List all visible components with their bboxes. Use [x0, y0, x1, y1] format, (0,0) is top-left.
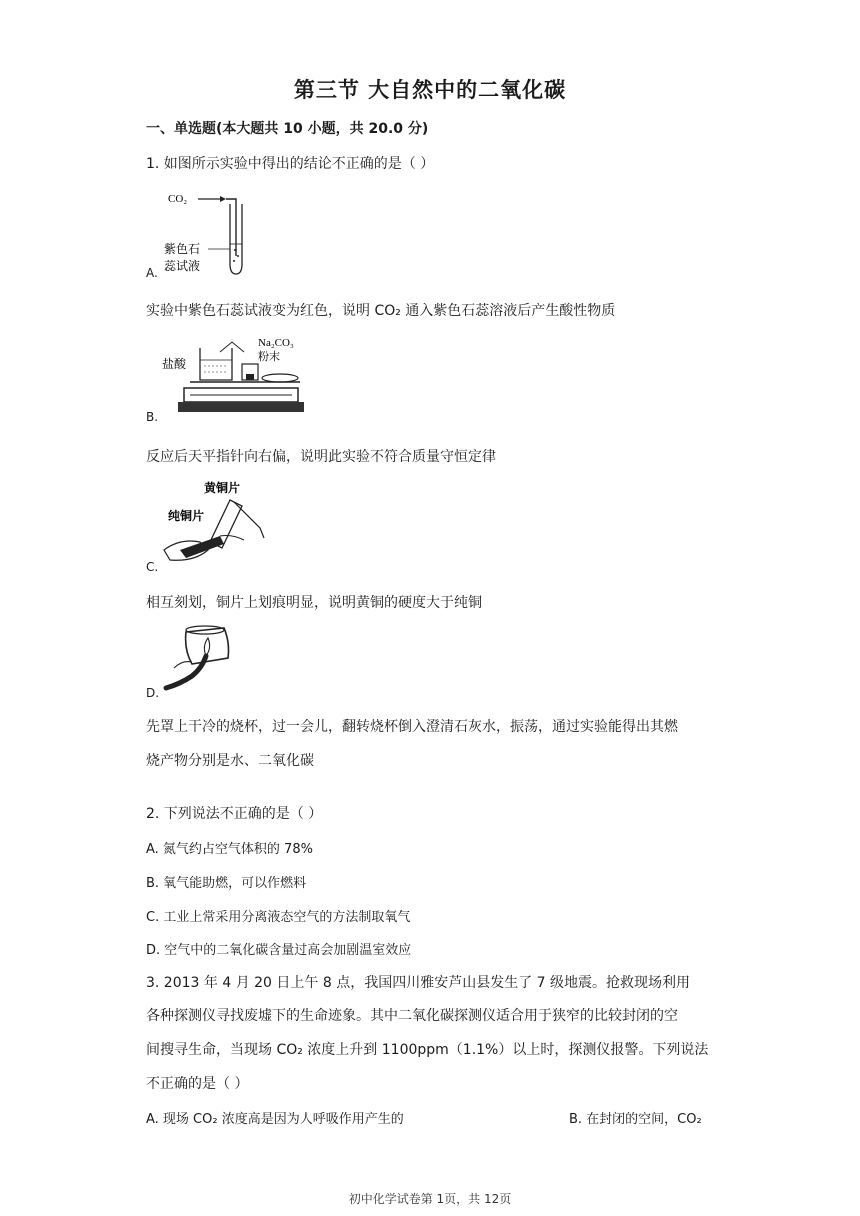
- option-c-label: C.: [146, 560, 159, 574]
- section-heading: 一、单选题(本大题共 10 小题，共 20.0 分): [146, 121, 429, 137]
- figure-a-label-purple: 紫色石: [164, 242, 201, 256]
- question-3-option-a: A. 现场 CO₂ 浓度高是因为人呼吸作用产生的: [146, 1112, 404, 1127]
- figure-b-label-na2co3: Na₂CO₃: [258, 337, 294, 349]
- page-title: 第三节 大自然中的二氧化碳: [293, 78, 567, 102]
- figure-a-test-tube: [164, 186, 254, 278]
- figure-b-label-powder: 粉末: [258, 350, 280, 363]
- page-footer: 初中化学试卷第 1页，共 12页: [348, 1192, 512, 1206]
- figure-a-label-co2: CO₂: [168, 193, 188, 205]
- question-3-stem-line1: 3. 2013 年 4 月 20 日上午 8 点，我国四川雅安芦山县发生了 7 级地震。抢救现场利用: [146, 975, 691, 991]
- option-b-text: 反应后天平指针向右偏，说明此实验不符合质量守恒定律: [146, 449, 496, 465]
- question-2-option-d: D. 空气中的二氧化碳含量过高会加剧温室效应: [146, 943, 412, 958]
- option-c-text: 相互刻划，铜片上划痕明显，说明黄铜的硬度大于纯铜: [146, 595, 482, 611]
- question-2-option-a: A. 氮气约占空气体积的 78%: [146, 842, 313, 857]
- figure-a-label-litmus: 蕊试液: [164, 259, 201, 273]
- question-2-option-c: C. 工业上常采用分离液态空气的方法制取氧气: [146, 910, 411, 925]
- question-3-option-b: B. 在封闭的空间，CO₂: [569, 1112, 702, 1127]
- question-3-stem-line4: 不正确的是（ ）: [146, 1076, 249, 1092]
- figure-b-balance: [160, 334, 310, 416]
- question-3-stem-line2: 各种探测仪寻找废墟下的生命迹象。其中二氧化碳探测仪适合用于狭窄的比较封闭的空: [146, 1008, 678, 1024]
- figure-c-label-brass: 黄铜片: [204, 481, 241, 495]
- figure-c-label-copper: 纯铜片: [168, 509, 205, 523]
- question-2-stem: 2. 下列说法不正确的是（ ）: [146, 806, 323, 822]
- option-d-label: D.: [146, 686, 160, 700]
- option-b-label: B.: [146, 410, 159, 424]
- question-3-stem-line3: 间搜寻生命，当现场 CO₂ 浓度上升到 1100ppm（1.1%）以上时，探测仪报警。下列说法: [146, 1042, 709, 1058]
- option-d-text-line1: 先罩上干冷的烧杯，过一会儿，翻转烧杯倒入澄清石灰水，振荡，通过实验能得出其燃: [146, 719, 678, 735]
- question-1-stem: 1. 如图所示实验中得出的结论不正确的是（ ）: [146, 156, 435, 172]
- figure-b-label-acid: 盐酸: [162, 357, 187, 371]
- option-d-text-line2: 烧产物分别是水、二氧化碳: [146, 753, 314, 769]
- figure-d-beaker-candle: [162, 622, 244, 694]
- option-a-text: 实验中紫色石蕊试液变为红色，说明 CO₂ 通入紫色石蕊溶液后产生酸性物质: [146, 303, 616, 319]
- figure-c-copper-plates: [160, 478, 270, 562]
- option-a-label: A.: [146, 266, 158, 280]
- question-2-option-b: B. 氧气能助燃，可以作燃料: [146, 876, 307, 891]
